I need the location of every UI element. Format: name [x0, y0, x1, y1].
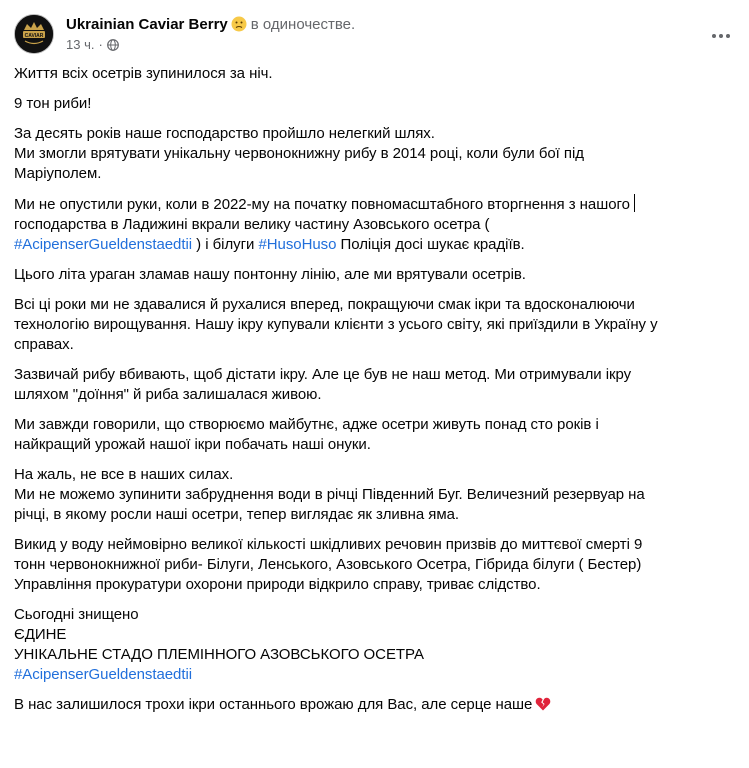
text-line: Ми змогли врятувати унікальну червонокнижну рибу в 2014 році, коли були бої під — [14, 145, 584, 162]
text-line: господарства в Ладижині вкрали велику частину Азовського осетра ( — [14, 216, 490, 233]
text-line: справах. — [14, 336, 74, 353]
paragraph — [14, 695, 726, 715]
paragraph — [14, 94, 726, 114]
paragraph — [14, 465, 726, 525]
more-options-button[interactable] — [707, 22, 735, 50]
paragraph — [14, 265, 726, 285]
paragraph — [14, 535, 726, 595]
text-line: ЄДИНЕ — [14, 626, 67, 643]
post-meta — [66, 37, 119, 53]
text-line: За десять років наше господарство пройшло нелегкий шлях. — [14, 125, 435, 142]
meta-separator: · — [98, 37, 103, 52]
text-line: На жаль, не все в наших силах. — [14, 466, 234, 483]
post-text — [14, 64, 726, 725]
more-dots-icon — [711, 33, 731, 39]
text-line: шляхом "доїння" й риба залишалася живою. — [14, 386, 322, 403]
post-header — [14, 10, 735, 58]
text-line: Цього літа ураган зламав нашу понтонну лінію, але ми врятували осетрів. — [14, 266, 526, 283]
text-line: Ми не опустили руки, коли в 2022-му на початку повномасштабного вторгнення з нашого — [14, 196, 630, 213]
avatar-logo-text: CAVIAR — [24, 32, 44, 39]
text-line: Життя всіх осетрів зупинилося за ніч. — [14, 65, 273, 82]
text-fragment: Поліція досі шукає крадіїв. — [336, 236, 525, 253]
sad-face-icon — [231, 16, 247, 32]
text-line: тонн червонокнижної риби- Білуги, Ленського, Азовського Осетра, Гібрида білуги ( Бестер) — [14, 556, 642, 573]
text-line: Маріуполем. — [14, 165, 102, 182]
broken-heart-icon — [535, 696, 551, 712]
feeling-text: в одиночестве. — [250, 16, 356, 33]
caviar-logo-icon — [15, 15, 53, 53]
hashtag-link[interactable]: #HusoHuso — [258, 236, 337, 253]
globe-icon[interactable] — [107, 39, 119, 51]
text-line: Зазвичай рибу вбивають, щоб дістати ікру. Але це був не наш метод. Ми отримували ікру — [14, 366, 632, 383]
text-line: Управління прокуратури охорони природи відкрило справу, триває слідство. — [14, 576, 541, 593]
text-line: Всі ці роки ми не здавалися й рухалися вперед, покращуючи смак ікри та вдосконалюючи — [14, 296, 635, 313]
text-line: технологію вирощування. Нашу ікру купували клієнти з усього світу, які приїздили в Україну у — [14, 316, 658, 333]
paragraph — [14, 605, 726, 685]
avatar[interactable] — [14, 14, 54, 54]
text-line: В нас залишилося трохи ікри останнього врожаю для Вас, але серце наше — [14, 696, 533, 713]
text-fragment: ) і білуги — [192, 236, 259, 253]
hashtag-link[interactable]: #AcipenserGueldenstaedtii — [14, 666, 193, 683]
paragraph — [14, 194, 726, 255]
text-line: 9 тон риби! — [14, 95, 92, 112]
paragraph — [14, 64, 726, 84]
text-line: УНІКАЛЬНЕ СТАДО ПЛЕМІННОГО АЗОВСЬКОГО ОСЕТРА — [14, 646, 424, 663]
text-line: Сьогодні знищено — [14, 606, 139, 623]
paragraph — [14, 124, 726, 184]
text-line: Викид у воду неймовірно великої кількості шкідливих речовин призвів до миттєвої смерті 9 — [14, 536, 643, 553]
text-cursor — [634, 194, 635, 212]
paragraph — [14, 415, 726, 455]
paragraph — [14, 365, 726, 405]
post-time[interactable]: 13 ч. — [66, 37, 95, 52]
author-name[interactable]: Ukrainian Caviar Berry — [66, 16, 228, 33]
text-line: найкращий урожай нашої ікри побачать наші онуки. — [14, 436, 371, 453]
text-line: річці, в якому росли наші осетри, тепер виглядає як зливна яма. — [14, 506, 460, 523]
text-line: Ми завжди говорили, що створюємо майбутнє, адже осетри живуть понад сто років і — [14, 416, 599, 433]
hashtag-link[interactable]: #AcipenserGueldenstaedtii — [14, 236, 193, 253]
text-line: Ми не можемо зупинити забруднення води в річці Південний Буг. Величезний резервуар на — [14, 486, 645, 503]
paragraph — [14, 295, 726, 355]
author-line — [66, 15, 355, 35]
